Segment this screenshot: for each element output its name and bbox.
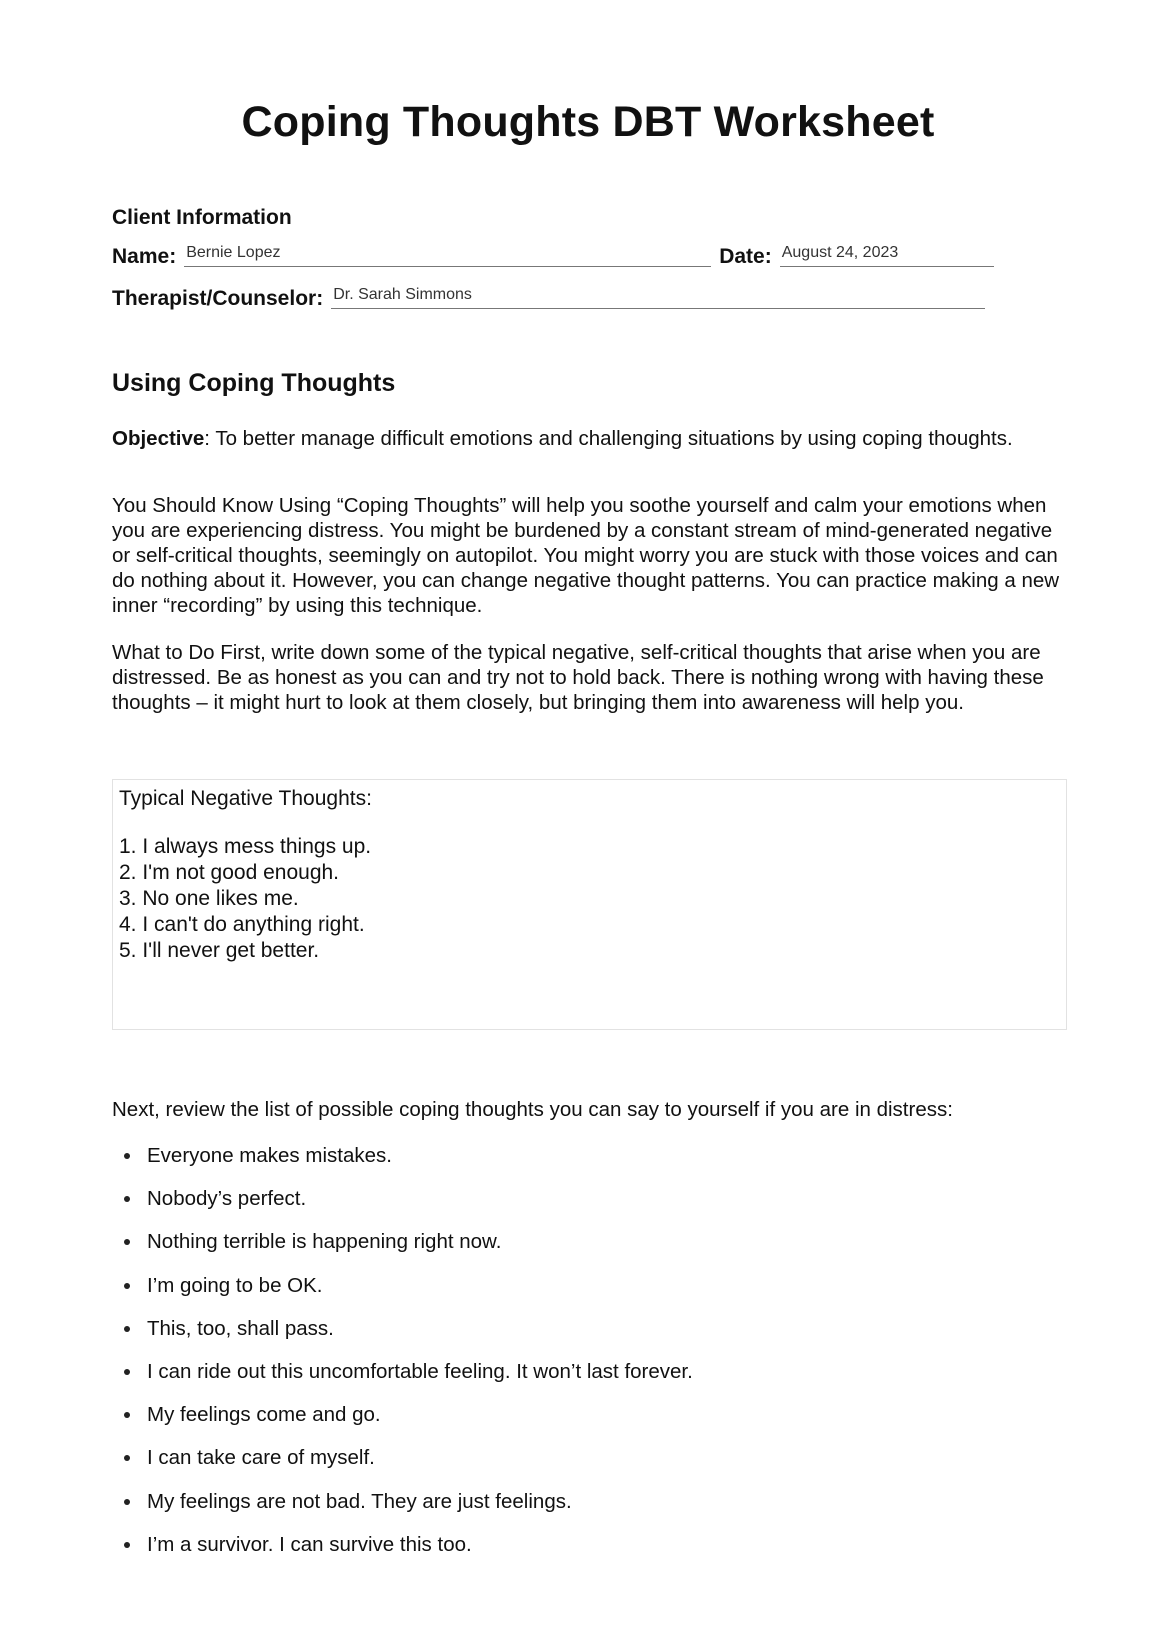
bullet-icon	[124, 1499, 130, 1505]
therapist-label: Therapist/Counselor:	[112, 287, 324, 310]
name-date-row	[112, 244, 994, 269]
negative-thought-item: 2. I'm not good enough.	[119, 861, 340, 884]
what-to-do-paragraph: What to Do First, write down some of the typical negative, self-critical thoughts that arise when you are distressed. Be as honest as you can and try not to hold back. There is nothing wrong with having these thoughts – it might hurt to look at them closely, but bringing them into awareness will help you.	[112, 641, 1044, 714]
section-heading: Using Coping Thoughts	[112, 369, 396, 397]
therapist-field[interactable]: Dr. Sarah Simmons	[331, 286, 985, 309]
coping-thought-item: I can ride out this uncomfortable feeling. It won’t last forever.	[112, 1359, 693, 1402]
coping-intro: Next, review the list of possible coping thoughts you can say to yourself if you are in distress:	[112, 1098, 953, 1121]
coping-thought-item: My feelings come and go.	[112, 1402, 693, 1445]
bullet-icon	[124, 1196, 130, 1202]
negative-thoughts-box[interactable]	[112, 779, 1067, 1030]
coping-thought-item: I’m a survivor. I can survive this too.	[112, 1532, 693, 1575]
bullet-icon	[124, 1326, 130, 1332]
date-field[interactable]: August 24, 2023	[780, 244, 994, 267]
bullet-icon	[124, 1412, 130, 1418]
should-know-paragraph: You Should Know Using “Coping Thoughts” will help you soothe yourself and calm your emotions when you are experiencing distress. You might be burdened by a constant stream of mind-generated negative or self-critical thoughts, seemingly on autopilot. You might worry you are stuck with those voices and can do nothing about it. However, you can change negative thought patterns. You can practice making a new inner “recording” by using this technique.	[112, 494, 1060, 617]
client-info-heading: Client Information	[112, 206, 292, 229]
coping-thought-item: Everyone makes mistakes.	[112, 1143, 693, 1186]
coping-thought-item: My feelings are not bad. They are just feelings.	[112, 1489, 693, 1532]
coping-thoughts-list	[112, 1143, 693, 1575]
coping-thought-item: I’m going to be OK.	[112, 1273, 693, 1316]
negative-thought-item: 1. I always mess things up.	[119, 835, 372, 858]
objective-paragraph	[112, 426, 1067, 451]
coping-thought-item: I can take care of myself.	[112, 1445, 693, 1488]
date-label: Date:	[719, 245, 772, 268]
negative-thought-item: 5. I'll never get better.	[119, 939, 320, 962]
bullet-icon	[124, 1455, 130, 1461]
coping-thought-item: Nobody’s perfect.	[112, 1186, 693, 1229]
name-field[interactable]: Bernie Lopez	[184, 244, 711, 267]
bullet-icon	[124, 1153, 130, 1159]
negative-thought-item: 3. No one likes me.	[119, 887, 299, 910]
coping-thought-item: This, too, shall pass.	[112, 1316, 693, 1359]
coping-thought-item: Nothing terrible is happening right now.	[112, 1229, 693, 1272]
bullet-icon	[124, 1542, 130, 1548]
negative-thoughts-list	[119, 834, 1060, 964]
document-title: Coping Thoughts DBT Worksheet	[241, 98, 935, 146]
objective-label: Objective	[112, 427, 205, 450]
name-label: Name:	[112, 245, 177, 268]
bullet-icon	[124, 1239, 130, 1245]
negative-thought-item: 4. I can't do anything right.	[119, 913, 365, 936]
bullet-icon	[124, 1283, 130, 1289]
bullet-icon	[124, 1369, 130, 1375]
therapist-row	[112, 286, 985, 311]
negative-thoughts-title: Typical Negative Thoughts:	[119, 787, 372, 810]
objective-text: : To better manage difficult emotions and challenging situations by using coping thoughts.	[204, 427, 1013, 450]
